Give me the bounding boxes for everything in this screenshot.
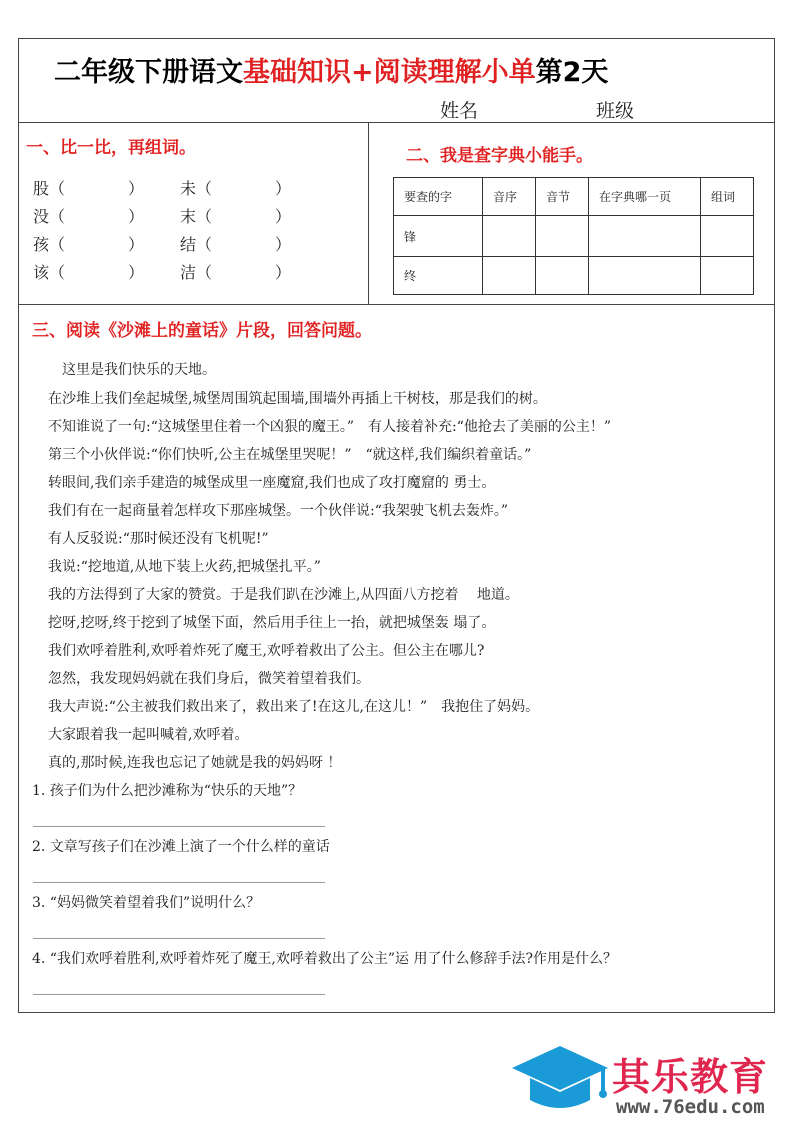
passage-paragraph: 我们有在一起商量着怎样攻下那座城堡。一个伙伴说:“我架驶飞机去轰炸。” (48, 503, 509, 519)
table-cell: 锋 (394, 216, 483, 257)
table-cell[interactable] (701, 257, 754, 295)
passage-paragraph: 我们欢呼着胜利,欢呼着炸死了魔王,欢呼着救出了公主。但公主在哪儿? (48, 643, 485, 659)
passage-paragraph: 大家跟着我一起叫喊着,欢呼着。 (48, 727, 249, 743)
table-cell[interactable] (536, 257, 589, 295)
question: 4. “我们欢呼着胜利,欢呼着炸死了魔王,欢呼着救出了公主”运 用了什么修辞手法?作用是什么？ (32, 951, 617, 967)
name-label: 姓名 (440, 100, 479, 122)
passage-paragraph: 不知谁说了一句:“这城堡里住着一个凶狠的魔王。” 有人接着补充:“他抢去了美丽的公主！” (48, 419, 612, 435)
table-row (394, 216, 754, 257)
table-cell[interactable] (536, 216, 589, 257)
name-field[interactable] (440, 96, 583, 123)
table-header-row (394, 178, 754, 216)
passage-paragraph: 第三个小伙伴说:“你们快听,公主在城堡里哭呢！” “就这样,我们编织着童话。” (48, 447, 532, 463)
brand-logo (508, 1040, 788, 1120)
passage-paragraph: 转眼间,我们亲手建造的城堡成里一座魔窟,我们也成了攻打魔窟的 勇士。 (48, 475, 496, 491)
brand-url[interactable]: www.76edu.com (616, 1096, 765, 1118)
answer-line[interactable] (33, 994, 325, 995)
answer-line[interactable] (33, 826, 325, 827)
answer-line[interactable] (33, 938, 325, 939)
divider (18, 304, 775, 305)
table-cell[interactable] (483, 257, 536, 295)
answer-line[interactable] (33, 882, 325, 883)
table-header: 组词 (701, 178, 754, 216)
passage-paragraph: 有人反驳说:“那时候还没有飞机呢!” (48, 531, 269, 547)
passage-paragraph: 我的方法得到了大家的赞赏。于是我们趴在沙滩上,从四面八方挖着 地道。 (48, 587, 519, 603)
class-label: 班级 (596, 100, 635, 122)
table-cell: 终 (394, 257, 483, 295)
graduation-cap-icon (508, 1040, 612, 1120)
passage-paragraph: 挖呀,挖呀,终于挖到了城堡下面，然后用手往上一抬，就把城堡轰 塌了。 (48, 615, 496, 631)
passage-paragraph: 忽然，我发现妈妈就在我们身后，微笑着望着我们。 (48, 671, 370, 687)
page-title: 二年级下册语文基础知识+阅读理解小单第2天 (54, 57, 609, 88)
list-item: 没（ ） 末（ ） (33, 207, 292, 226)
passage-paragraph: 真的,那时候,连我也忘记了她就是我的妈妈呀 ！ (48, 755, 342, 771)
section2-title: 二、我是查字典小能手。 (406, 146, 593, 166)
brand-name: 其乐教育 (612, 1055, 769, 1099)
divider (368, 122, 369, 304)
list-item: 股（ ） 未（ ） (33, 179, 292, 198)
passage-paragraph: 这里是我们快乐的天地。 (62, 362, 216, 378)
table-cell[interactable] (701, 216, 754, 257)
section1-title: 一、比一比，再组词。 (26, 138, 196, 158)
passage-paragraph: 我大声说:“公主被我们救出来了，救出来了!在这儿,在这儿！” 我抱住了妈妈。 (48, 699, 540, 715)
table-cell[interactable] (589, 257, 701, 295)
table-cell[interactable] (483, 216, 536, 257)
passage-paragraph: 在沙堆上我们垒起城堡,城堡周围筑起围墙,围墙外再插上干树枝，那是我们的树。 (48, 391, 547, 407)
table-cell[interactable] (589, 216, 701, 257)
class-field[interactable] (596, 96, 762, 123)
section3-title: 三、阅读《沙滩上的童话》片段，回答问题。 (32, 321, 372, 341)
table-header: 要查的字 (394, 178, 483, 216)
question: 1. 孩子们为什么把沙滩称为“快乐的天地”？ (32, 783, 303, 799)
list-item: 孩（ ） 结（ ） (33, 235, 292, 254)
list-item: 该（ ） 洁（ ） (33, 263, 292, 282)
table-header: 音节 (536, 178, 589, 216)
table-header: 音序 (483, 178, 536, 216)
table-row (394, 257, 754, 295)
divider (18, 122, 775, 123)
dictionary-table (393, 177, 754, 295)
table-header: 在字典哪一页 (589, 178, 701, 216)
passage-paragraph: 我说:“挖地道,从地下装上火药,把城堡扎平。” (48, 559, 321, 575)
question: 3. “妈妈微笑着望着我们”说明什么？ (32, 895, 261, 911)
question: 2. 文章写孩子们在沙滩上演了一个什么样的童话 (32, 839, 330, 855)
